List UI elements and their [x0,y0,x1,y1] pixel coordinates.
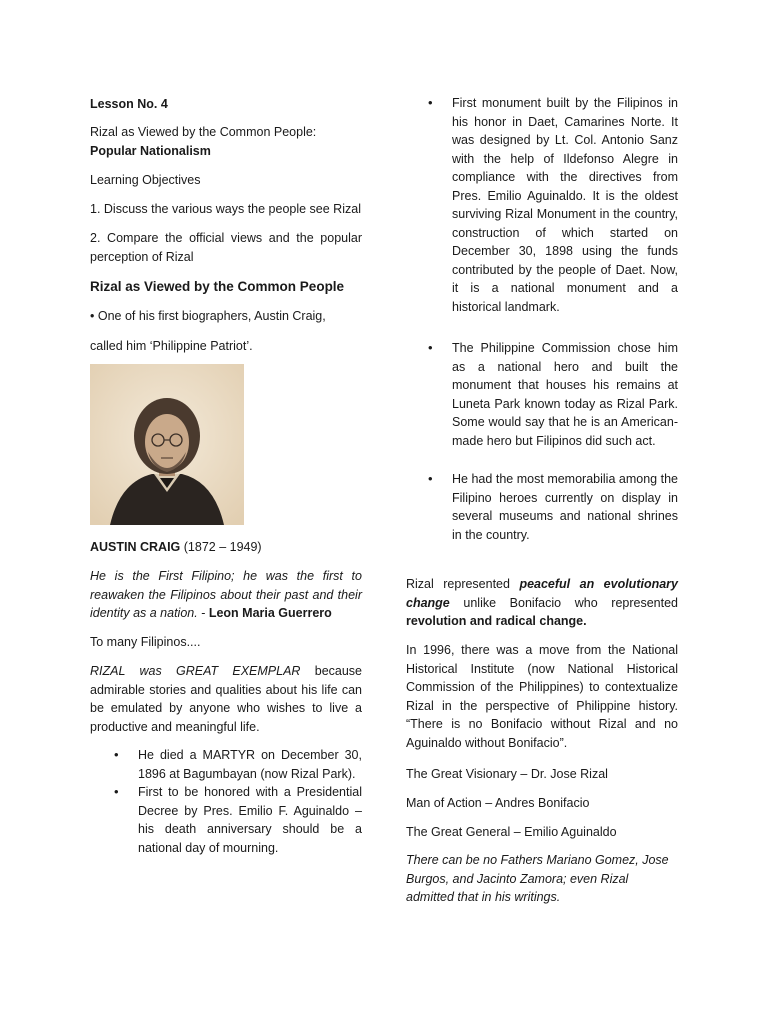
austin-craig-portrait [90,364,244,525]
left-bullet-list [114,746,362,857]
great-visionary: The Great Visionary – Dr. Jose Rizal [406,767,608,781]
represented-part-3: unlike Bonifacio who represented [449,595,678,610]
exemplar-paragraph [90,662,362,736]
represented-part-1: Rizal represented [406,577,520,591]
bullet-glyph: • [114,747,119,762]
bullet-glyph: • [428,95,433,110]
closing-note: There can be no Fathers Mariano Gomez, Jose Burgos, and Jacinto Zamora; even Rizal admitted that in his writings. [406,853,669,904]
lesson-number: Lesson No. 4 [90,97,168,111]
list-item [428,470,678,544]
portrait-caption [90,538,362,557]
represented-part-4: revolution and radical change. [406,614,587,628]
right-bullet-2 [428,339,678,450]
bullet-text: He died a MARTYR on December 30, 1896 at Bagumbayan (now Rizal Park). [138,748,362,781]
to-many-filipinos: To many Filipinos.... [90,635,201,649]
list-item [114,746,362,783]
movement-paragraph: In 1996, there was a move from the National Historical Institute (now National Historical Commission of the Philippines) to contextualize Rizal in the perspective of Philippine history. “There is no Bonifacio without Rizal and no Aguinaldo without Bonifacio”. [406,643,678,750]
objective-2: 2. Compare the official views and the popular perception of Rizal [90,231,362,264]
right-bullet-1 [428,94,678,316]
list-item [114,783,362,857]
quote-sep: - [197,606,209,620]
lesson-title-part-2: Popular Nationalism [90,143,211,158]
objective-1: 1. Discuss the various ways the people see Rizal [90,202,361,216]
exemplar-lead: RIZAL was GREAT EXEMPLAR [90,664,301,678]
bullet-text: He had the most memorabilia among the Filipino heroes currently on display in several museums and national shrines in the country. [452,472,678,542]
guerrero-quote [90,567,362,623]
bullet-glyph: • [114,784,119,799]
list-item [428,94,678,316]
patriot-line: called him ‘Philippine Patriot’. [90,339,253,353]
lesson-title [90,123,362,160]
great-general: The Great General – Emilio Aguinaldo [406,825,617,839]
bullet-glyph: • [428,471,433,486]
quote-text: He is the First Filipino; he was the first to reawaken the Filipinos about their past and their identity as a nation. [90,569,362,620]
biographer-line: • One of his first biographers, Austin Craig, [90,309,326,323]
represented-paragraph [406,575,678,631]
section-heading: Rizal as Viewed by the Common People [90,279,345,294]
right-bullet-3 [428,470,678,544]
objectives-heading: Learning Objectives [90,173,201,187]
list-item [428,339,678,450]
quote-author: Leon Maria Guerrero [208,606,332,620]
bullet-text: First monument built by the Filipinos in his honor in Daet, Camarines Norte. It was designed by Lt. Col. Antonio Sanz with the help of Ildefonso Alegre in compliance with the directives from Pres. Emilio Aguinaldo. It is the oldest surviving Rizal Monument in the country, construction of which started on December 30, 1898 using the funds contributed by the people of Daet. Now, it is a national monument and a historical landmark. [452,96,678,314]
bullet-glyph: • [428,340,433,355]
bullet-text: First to be honored with a Presidential Decree by Pres. Emilio F. Aguinaldo – his death anniversary should be a national day of mourning. [138,785,362,855]
lesson-title-part-1: Rizal as Viewed by the Common People: [90,125,317,139]
man-of-action: Man of Action – Andres Bonifacio [406,796,590,810]
exemplar-rest: because admirable stories and qualities about his life can be emulated by anyone who wishes to live a productive and meaningful life. [90,664,363,734]
portrait-illustration [90,364,244,525]
represented-part-2: peaceful an evolutionary change [406,577,678,610]
caption-name: AUSTIN CRAIG [90,540,181,554]
caption-years: (1872 – 1949) [180,540,262,554]
bullet-text: The Philippine Commission chose him as a national hero and built the monument that houses his remains at Luneta Park known today as Rizal Park. Some would say that he is an American-made hero but Filipinos did such act. [452,341,678,448]
